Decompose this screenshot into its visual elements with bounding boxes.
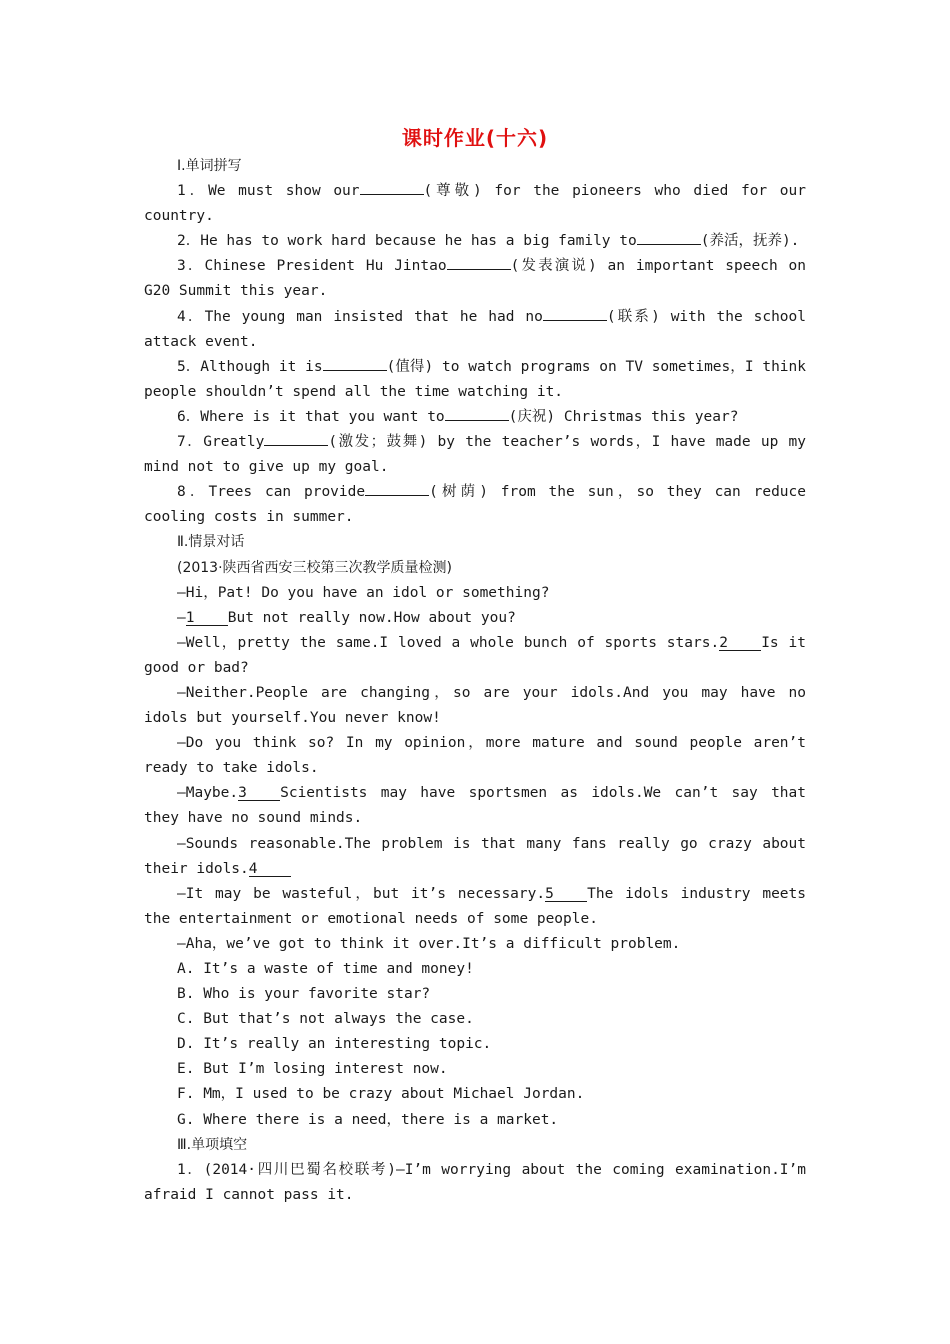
dialogue-text: —Aha，we’ve got to think it over.It’s a difficult problem. (177, 935, 681, 952)
question-item: 1．(2014·四川巴蜀名校联考)—I’m worrying about the coming examination.I’m afraid I cannot pass it. (144, 1161, 806, 1203)
question-hint: (值得) to watch programs on TV sometimes，I think people shouldn’t spend all the time watching it. (144, 358, 806, 400)
dialogue-text: The idols industry meets the entertainment or emotional needs of some people. (144, 885, 806, 927)
spelling-list (144, 179, 806, 530)
question-item (144, 480, 806, 530)
dialogue-blank[interactable]: 1 (186, 611, 228, 626)
option-item: E. But I’m losing interest now. (177, 1061, 448, 1078)
section-heading: Ⅲ.单项填空 (177, 1136, 248, 1153)
dialogue-line (144, 681, 806, 731)
question-text: 3．Chinese President Hu Jintao (177, 258, 447, 275)
answer-blank[interactable] (323, 356, 387, 371)
dialogue-line (144, 581, 806, 606)
choice-list (144, 1158, 806, 1208)
answer-blank[interactable] (365, 481, 429, 496)
answer-blank[interactable] (543, 306, 607, 321)
dialogue-text: Is it good or bad? (144, 634, 806, 676)
question-item (144, 355, 806, 405)
options-list (144, 957, 806, 1133)
dialogue-text: —Maybe. (177, 785, 239, 802)
question-text: 1．We must show our (177, 183, 360, 200)
question-text: 7．Greatly (177, 434, 265, 451)
dialogue-line (144, 606, 806, 631)
dialogue-text: —Well，pretty the same.I loved a whole bunch of sports stars. (177, 634, 720, 651)
dialogue-line (144, 731, 806, 781)
dialogue-text: —Hi，Pat! Do you have an idol or something? (177, 584, 550, 601)
dialogue-blank[interactable]: 2 (719, 636, 761, 651)
question-hint: (尊敬) for the pioneers who died for our country. (144, 183, 806, 225)
dialogue-text: —Sounds reasonable.The problem is that many fans really go crazy about their idols. (144, 835, 806, 877)
dialogue-blank[interactable]: 5 (545, 887, 587, 902)
question-item (144, 254, 806, 304)
question-hint: (激发；鼓舞) by the teacher’s words，I have made up my mind not to give up my goal. (144, 434, 806, 476)
dialogue-line (144, 882, 806, 932)
page-title: 课时作业(十六) (401, 126, 549, 150)
section-heading: Ⅰ.单词拼写 (177, 158, 242, 174)
answer-blank[interactable] (264, 431, 328, 446)
option-item: A. It’s a waste of time and money! (177, 961, 474, 977)
question-hint: (发表演说) an important speech on G20 Summit this year. (144, 258, 807, 300)
dialogue-line (144, 832, 806, 882)
option-item: G. Where there is a need，there is a market. (177, 1111, 559, 1128)
dialogue-text: —Neither.People are changing，so are your idols.And you may have no idols but yourself.You never know! (144, 684, 806, 727)
dialogue-text: But not really now.How about you? (227, 609, 516, 626)
dialogue-blank[interactable]: 4 (249, 862, 291, 877)
question-item (144, 229, 806, 254)
question-text: 6．Where is it that you want to (177, 408, 445, 425)
question-item (144, 430, 806, 480)
dialogue-blank[interactable]: 3 (238, 786, 280, 801)
dialogue (144, 581, 806, 957)
question-text: 4．The young man insisted that he had no (177, 308, 543, 325)
dialogue-text: Scientists may have sportsmen as idols.We can’t say that they have no sound minds. (144, 785, 806, 827)
section-heading: Ⅱ.情景对话 (177, 534, 245, 551)
question-source: (2013·陕西省西安三校第三次教学质量检测) (177, 559, 453, 576)
answer-blank[interactable] (445, 406, 509, 421)
answer-blank[interactable] (637, 230, 701, 245)
option-item: D. It’s really an interesting topic. (177, 1036, 492, 1053)
dialogue-line (144, 781, 806, 831)
document-body (144, 154, 806, 1208)
answer-blank[interactable] (447, 255, 511, 270)
question-hint: (养活，抚养). (700, 233, 800, 250)
dialogue-text: — (177, 609, 186, 626)
question-text: 5．Although it is (177, 358, 323, 375)
question-text: 8．Trees can provide (177, 484, 366, 501)
question-hint: (树荫) from the sun，so they can reduce cooling costs in summer. (144, 484, 806, 526)
dialogue-line (144, 932, 806, 957)
dialogue-text: —It may be wasteful，but it’s necessary. (177, 885, 546, 902)
question-hint: (庆祝) Christmas this year? (508, 408, 739, 425)
option-item: F. Mm，I used to be crazy about Michael Jordan. (177, 1086, 585, 1103)
dialogue-text: —Do you think so? In my opinion，more mature and sound people aren’t ready to take idols. (144, 735, 806, 777)
question-item (144, 179, 806, 229)
question-item (144, 305, 806, 355)
question-text: 2．He has to work hard because he has a big family to (177, 233, 637, 250)
question-hint: (联系) with the school attack event. (144, 308, 806, 350)
answer-blank[interactable] (360, 180, 424, 195)
question-item (144, 405, 806, 430)
dialogue-line (144, 631, 806, 681)
option-item: B. Who is your favorite star? (177, 986, 431, 1003)
option-item: C. But that’s not always the case. (177, 1011, 474, 1028)
